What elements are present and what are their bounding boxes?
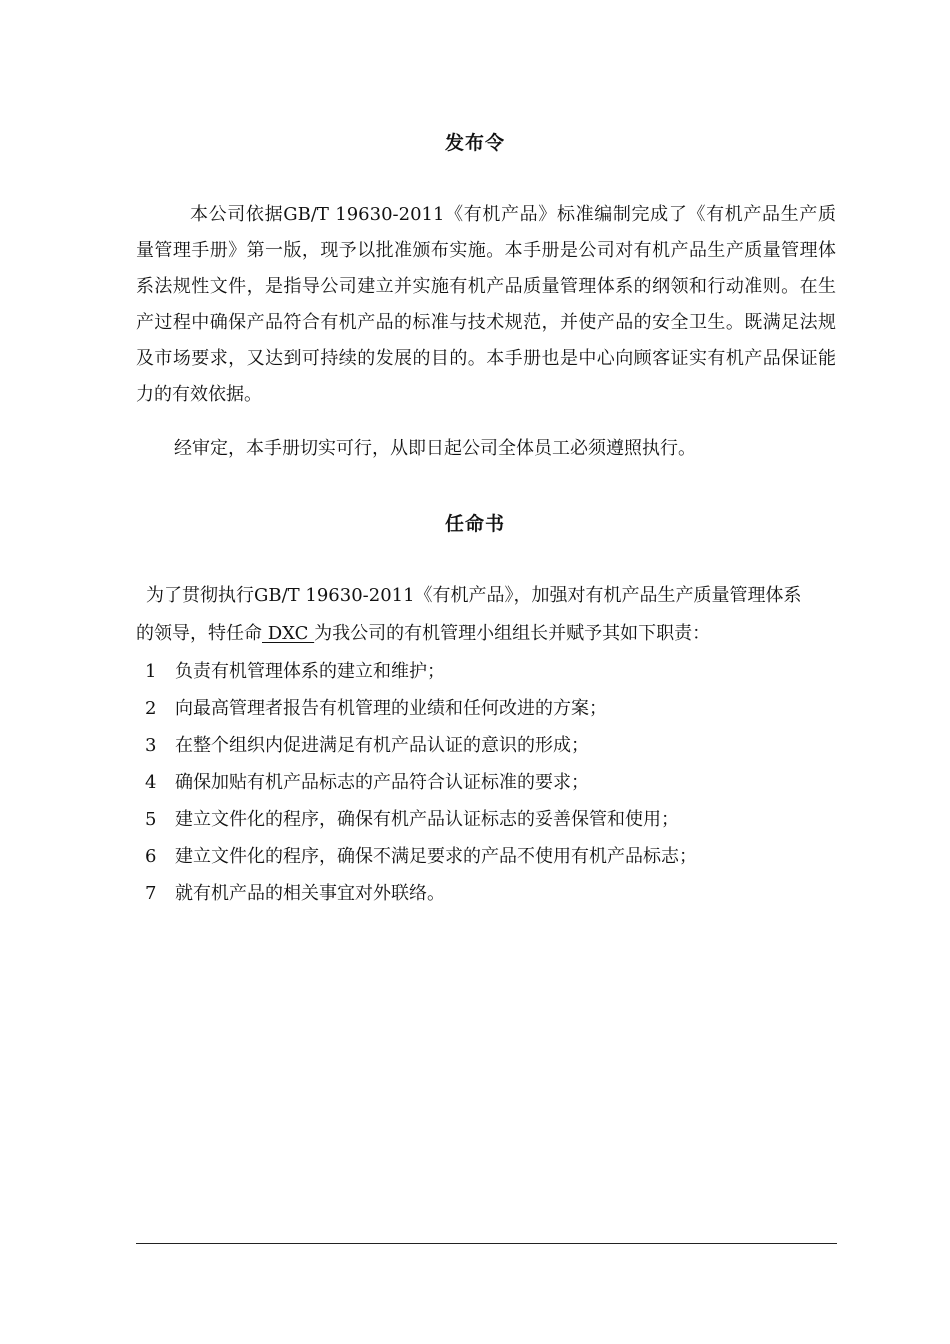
appointment-intro-after: 为我公司的有机管理小组组长并赋予其如下职责： <box>314 623 711 644</box>
appointment-intro-before: 的领导，特任命 <box>136 623 262 644</box>
duty-text: 向最高管理者报告有机管理的业绩和任何改进的方案； <box>175 698 607 719</box>
decree-paragraph-2: 经审定，本手册切实可行，从即日起公司全体员工必须遵照执行。 <box>174 438 696 459</box>
duty-item <box>145 765 845 801</box>
duty-text: 就有机产品的相关事宜对外联络。 <box>175 883 445 904</box>
duty-text: 建立文件化的程序，确保有机产品认证标志的妥善保管和使用； <box>175 809 679 830</box>
duty-text: 建立文件化的程序，确保不满足要求的产品不使用有机产品标志； <box>175 846 697 867</box>
duty-item <box>145 654 845 690</box>
duty-number: 1 <box>145 661 157 682</box>
duty-text: 确保加贴有机产品标志的产品符合认证标准的要求； <box>175 772 589 793</box>
duty-number: 3 <box>145 735 157 756</box>
appointment-title: 任命书 <box>444 513 505 535</box>
duty-number: 5 <box>145 809 157 830</box>
footer-divider <box>136 1243 837 1244</box>
duty-item <box>145 839 845 875</box>
duty-text: 在整个组织内促进满足有机产品认证的意识的形成； <box>175 735 589 756</box>
decree-paragraph-1: 本公司依据GB/T 19630-2011《有机产品》标准编制完成了《有机产品生产质量管理手册》第一版，现予以批准颁布实施。本手册是公司对有机产品生产质量管理体系法规性文件，是指导公司建立并实施有机产品质量管理体系的纲领和行动准则。在生产过程中确保产品符合有机产品的标准与技术规范，并使产品的安全卫生。既满足法规及市场要求，又达到可持续的发展的目的。本手册也是中心向顾客证实有机产品保证能力的有效依据。 <box>136 204 836 405</box>
appointee-name: DXC <box>262 623 315 644</box>
duty-item <box>145 876 845 912</box>
duty-number: 7 <box>145 883 157 904</box>
appointment-intro-line-1: 为了贯彻执行GB/T 19630-2011《有机产品》，加强对有机产品生产质量管理体系 <box>146 585 802 606</box>
duty-text: 负责有机管理体系的建立和维护； <box>175 661 445 682</box>
decree-title: 发布令 <box>444 132 505 154</box>
duty-number: 4 <box>145 772 157 793</box>
appointment-intro-line-2 <box>136 616 846 652</box>
duty-item <box>145 728 845 764</box>
duty-number: 2 <box>145 698 157 719</box>
duty-item <box>145 802 845 838</box>
duty-item <box>145 691 845 727</box>
duty-number: 6 <box>145 846 157 867</box>
